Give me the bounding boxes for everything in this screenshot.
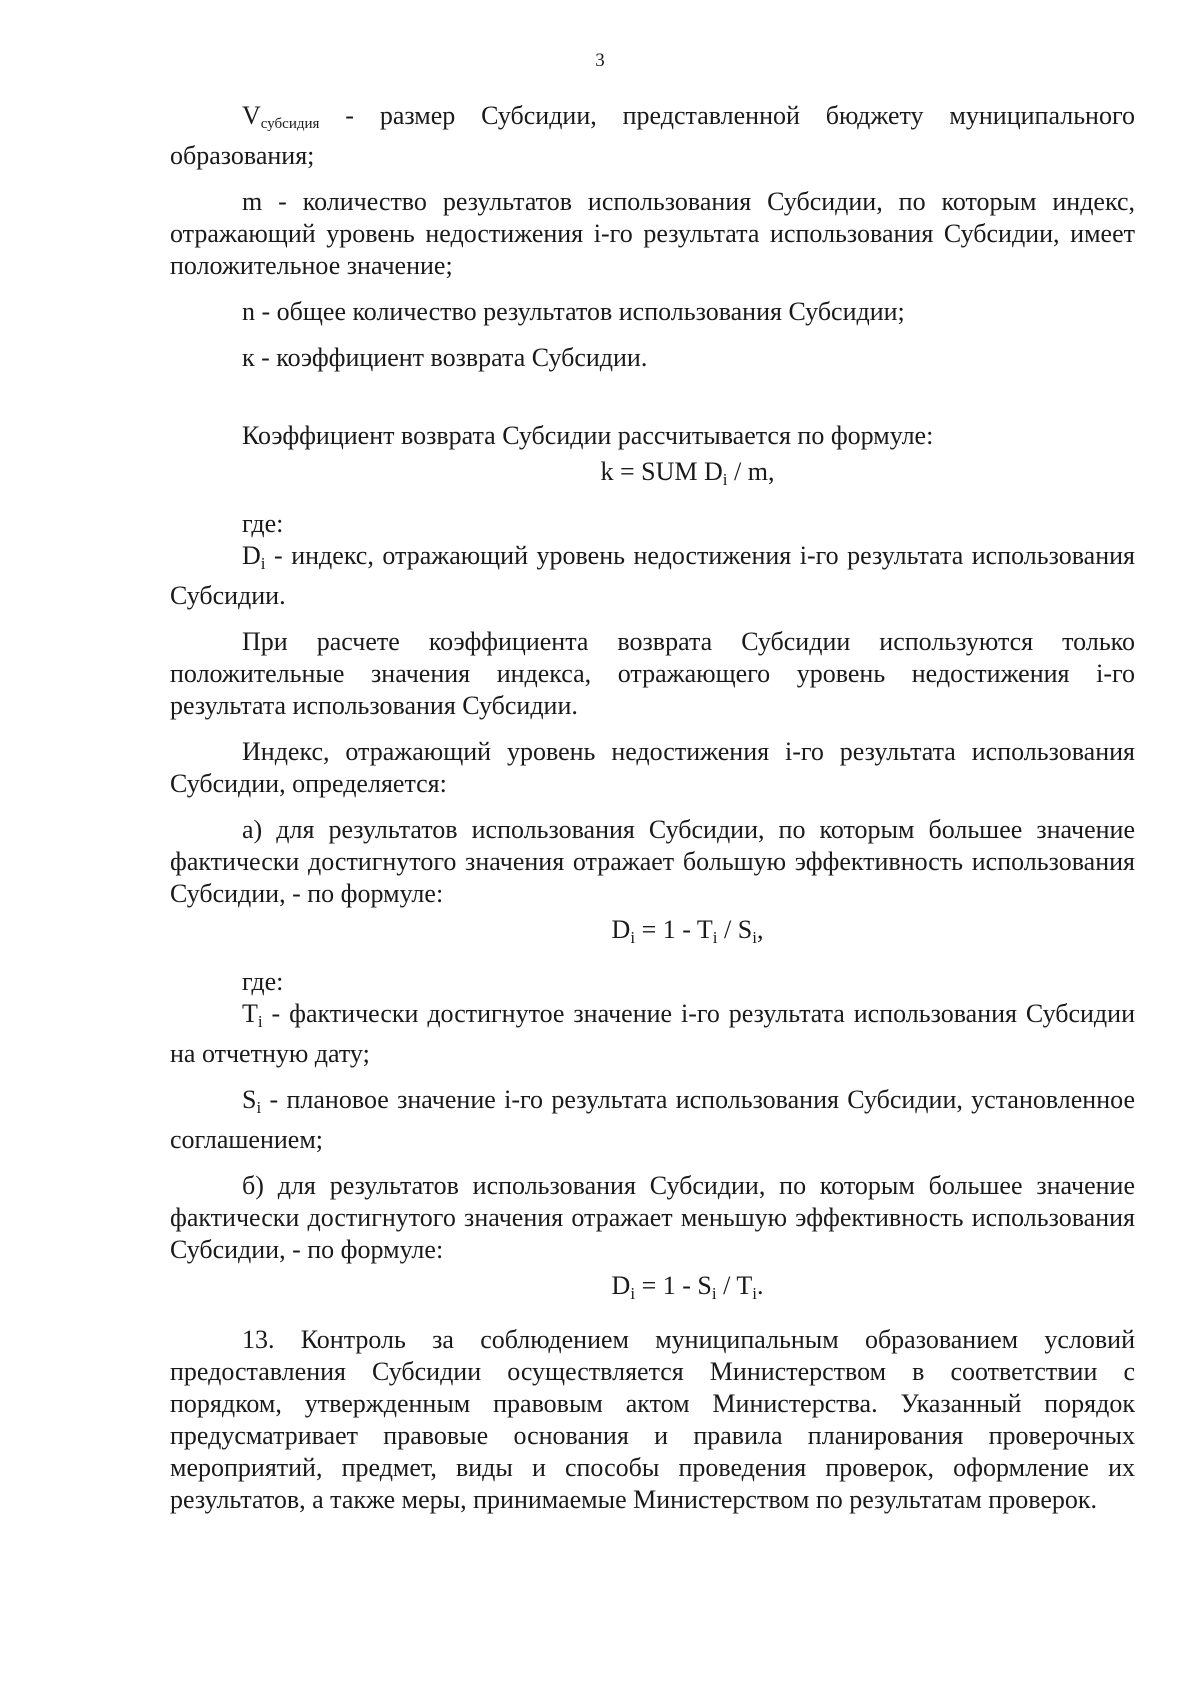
case-a-formula-sub: i [712,928,718,947]
ti-symbol: T [242,999,258,1028]
case-a-formula-sub: i [630,928,636,947]
document-body [170,100,1135,1516]
si-subscript: i [256,1098,262,1117]
case-a-formula-part: = 1 - T [635,915,713,944]
si-definition [170,1084,1135,1156]
v-definition-text: - размер Субсидии, представленной бюджету муниципального образования; [170,101,1135,170]
ti-definition [170,998,1135,1070]
where-label-1: где: [242,509,284,538]
index-intro: Индекс, отражающий уровень недостижения i-го результата использования Субсидии, определяется: [170,737,1135,798]
n-definition: n - общее количество результатов использования Субсидии; [242,297,905,326]
case-a-text: а) для результатов использования Субсидии, по которым большее значение фактически достигнутого значения отражает большую эффективность использования Субсидии, - по формуле: [170,815,1135,908]
page-number: 3 [595,50,605,71]
where-label-2: где: [242,967,284,996]
case-a-formula-part: D [611,915,631,944]
case-a-formula-part: / S [717,915,753,944]
case-b-formula-part: / T [716,1271,753,1300]
k-formula-intro: Коэффициент возврата Субсидии рассчитывается по формуле: [242,421,934,450]
k-formula-left: k = SUM D [600,457,723,486]
case-b-formula-part: . [756,1271,764,1300]
item-13-paragraph: 13. Контроль за соблюдением муниципальным образованием условий предоставления Субсидии осуществляется Министерством в соответствии с порядком, утвержденным правовым актом Министерства. Указанный порядок предусматривает правовые основания и правила планирования проверочных мероприятий, предмет, виды и способы проведения проверок, оформление их результатов, а также меры, принимаемые Министерством по результатам проверок. [170,1325,1135,1514]
case-b-text: б) для результатов использования Субсидии, по которым большее значение фактически достигнутого значения отражает меньшую эффективность использования Субсидии, - по формуле: [170,1171,1135,1264]
k-formula-subscript: i [722,470,728,489]
ti-definition-text: - фактически достигнутое значение i-го результата использования Субсидии на отчетную дату; [170,999,1135,1068]
di-symbol: D [242,541,261,570]
si-symbol: S [242,1085,257,1114]
positive-values-note: При расчете коэффициента возврата Субсидии используются только положительные значения индекса, отражающего уровень недостижения i-го результата использования Субсидии. [170,627,1135,720]
m-definition: m - количество результатов использования Субсидии, по которым индекс, отражающий уровень недостижения i-го результата использования Субсидии, имеет положительное значение; [170,187,1135,280]
case-b-formula-part: D [611,1271,631,1300]
v-symbol: V [242,101,261,130]
k-definition: к - коэффициент возврата Субсидии. [242,343,648,372]
ti-subscript: i [257,1012,263,1031]
di-subscript: i [260,554,266,573]
case-b-formula-part: = 1 - S [635,1271,712,1300]
case-a-formula-part: , [756,915,764,944]
di-definition [170,540,1135,612]
case-b-formula-sub: i [630,1284,636,1303]
k-formula [170,456,1135,496]
case-b-formula-sub: i [752,1284,757,1303]
v-subscript: субсидия [260,116,320,132]
k-formula-right: / m, [727,457,775,486]
case-a-formula [170,914,1135,954]
si-definition-text: - плановое значение i-го результата использования Субсидии, установленное соглашением; [170,1085,1135,1154]
case-b-formula-sub: i [711,1284,717,1303]
case-b-formula [170,1270,1135,1310]
di-definition-text: - индекс, отражающий уровень недостижения i-го результата использования Субсидии. [170,541,1135,610]
v-definition [170,100,1135,172]
case-a-formula-sub: i [752,928,757,947]
